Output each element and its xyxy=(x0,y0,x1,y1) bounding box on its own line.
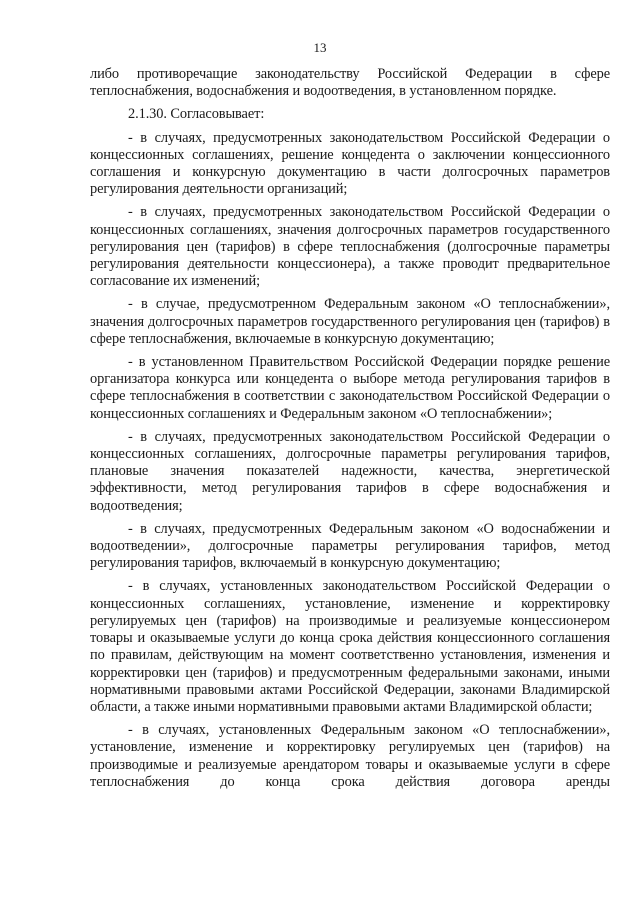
list-item-concessioner-tariffs: - в случаях, установленных законодательством Российской Федерации о концессионных соглашениях, установление, изменение и корректировку регулируемых цен (тарифов) на производимые и реализуемые концессионером товары и оказываемые услуги до конца срока действия концессионного соглашения по правилам, действующим на момент соответственно установления, изменения и корректировки цен (тарифов) и предусмотренным федеральными законами, иными нормативными правовыми актами Российской Федерации, законами Владимирской области, а также иными нормативными правовыми актами Владимирской области; xyxy=(90,578,610,715)
list-item-water-supply-parameters: - в случаях, предусмотренных законодательством Российской Федерации о концессионных соглашениях, долгосрочные параметры регулирования тарифов, плановые значения показателей надежности, качества, энергетической эффективности, метод регулирования тарифов в сфере водоснабжения и водоотведения; xyxy=(90,428,610,514)
list-item-water-law-parameters: - в случаях, предусмотренных Федеральным законом «О водоснабжении и водоотведении», долгосрочные параметры регулирования тарифов, метод регулирования тарифов, включаемый в конкурсную документацию; xyxy=(90,520,610,572)
list-item-long-term-parameters: - в случаях, предусмотренных законодательством Российской Федерации о концессионных соглашениях, значения долгосрочных параметров государственного регулирования цен (тарифов) в сфере теплоснабжения (долгосрочные параметры регулирования деятельности концессионера), а также проводит предварительное согласование их изменений; xyxy=(90,204,610,290)
list-item-lessee-tariffs: - в случаях, установленных Федеральным законом «О теплоснабжении», установление, изменение и корректировку регулируемых цен (тарифов) на производимые и реализуемые арендатором товары и оказываемые услуги в сфере теплоснабжения до конца срока действия договора аренды xyxy=(90,722,610,790)
document-body xyxy=(90,66,610,797)
list-item-heat-supply-tender: - в случае, предусмотренном Федеральным законом «О теплоснабжении», значения долгосрочных параметров государственного регулирования цен (тарифов) в сфере теплоснабжения, включаемые в конкурсную документацию; xyxy=(90,296,610,347)
page-number: 13 xyxy=(313,40,327,55)
list-item-concession-decision: - в случаях, предусмотренных законодательством Российской Федерации о концессионных соглашениях, решение концедента о заключении концессионного соглашения и конкурсную документацию в части долгосрочных параметров регулирования деятельности организаций; xyxy=(90,129,610,198)
section-heading-2-1-30: 2.1.30. Согласовывает: xyxy=(128,106,265,123)
paragraph-continuation: либо противоречащие законодательству Российской Федерации в сфере теплоснабжения, водоснабжения и водоотведения, в установленном порядке. xyxy=(90,66,610,100)
list-item-regulation-method: - в установленном Правительством Российской Федерации порядке решение организатора конкурса или концедента о выборе метода регулирования тарифов в сфере теплоснабжения в соответствии с законодательством Российской Федерации о концессионных соглашениях и Федеральным законом «О теплоснабжении»; xyxy=(90,354,610,422)
